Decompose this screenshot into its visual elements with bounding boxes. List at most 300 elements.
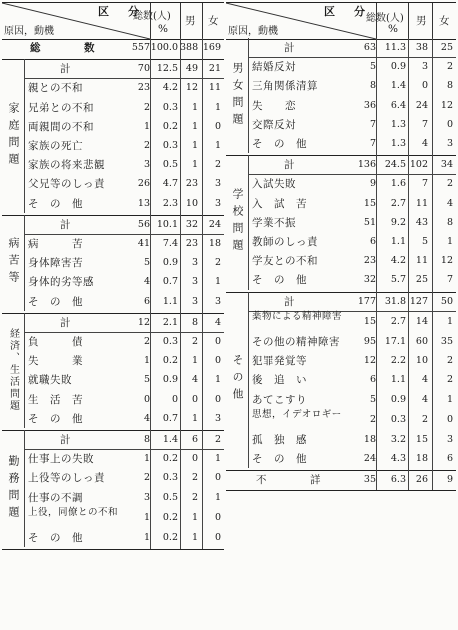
cell-m: 1 — [191, 412, 198, 424]
cell-m: 1 — [191, 140, 198, 151]
cell-pct: 1.1 — [162, 295, 178, 307]
cell-n: 4 — [143, 412, 150, 424]
category-divider — [24, 59, 25, 213]
cell-f: 4 — [446, 197, 453, 209]
cell-n: 3 — [143, 491, 150, 503]
cell-n: 8 — [369, 80, 376, 92]
cell-n: 26 — [137, 178, 150, 190]
header-category-label: 区 分 — [98, 5, 143, 18]
row-label: 病 苦 — [28, 238, 83, 250]
cell-m: 24 — [415, 99, 428, 111]
grand-total-m: 388 — [180, 42, 199, 53]
cell-n: 0 — [143, 393, 150, 405]
cell-n: 5 — [143, 257, 150, 269]
row-label: そ の 他 — [28, 532, 83, 544]
table-row — [2, 78, 224, 97]
category-label: 家庭問題 — [7, 101, 20, 170]
cell-n: 1 — [143, 532, 150, 543]
cell-f: 3 — [214, 412, 221, 424]
cell-n: 2 — [369, 413, 376, 425]
column-divider — [376, 38, 377, 490]
table-row — [2, 136, 224, 155]
row-label: その他の精神障害 — [252, 336, 340, 348]
cell-f: 2 — [446, 355, 453, 367]
cell-n: 2 — [143, 140, 150, 151]
subtotal-label: 計 — [284, 42, 295, 54]
cell-n: 18 — [363, 434, 376, 445]
cell-f: 1 — [446, 315, 453, 327]
cell-pct: 2.2 — [390, 355, 406, 367]
cell-n: 70 — [137, 63, 150, 75]
subtotal-label: 計 — [60, 316, 71, 329]
header-divider — [202, 3, 203, 39]
cell-n: 12 — [363, 355, 376, 367]
header-percent-label: % — [158, 23, 168, 35]
table-row — [226, 76, 456, 95]
subtotal-row — [2, 215, 224, 234]
cell-n: 41 — [137, 238, 150, 249]
cell-m: 0 — [191, 393, 198, 405]
table-row — [2, 449, 224, 468]
cell-m: 2 — [421, 413, 428, 425]
table-row — [2, 409, 224, 428]
cell-m: 15 — [415, 434, 428, 445]
cell-f: 2 — [446, 178, 453, 190]
cell-f: 2 — [214, 257, 221, 269]
category-divider — [248, 155, 249, 289]
row-label: 親との不和 — [28, 82, 83, 95]
cell-m: 12 — [185, 82, 198, 94]
cell-pct: 0.3 — [162, 336, 178, 347]
table-header-left — [2, 2, 224, 40]
cell-m: 1 — [191, 159, 198, 171]
cell-pct: 0.7 — [162, 276, 178, 288]
row-label: 就職失敗 — [28, 374, 72, 387]
table-row — [226, 115, 456, 134]
cell-n: 24 — [363, 453, 376, 465]
cell-f: 1 — [446, 393, 453, 405]
cell-m: 32 — [185, 218, 198, 230]
row-label: 生 活 苦 — [28, 393, 83, 406]
table-row — [2, 370, 224, 389]
cell-n: 9 — [369, 178, 376, 190]
table-row — [226, 174, 456, 193]
table-row — [226, 311, 456, 332]
cell-f: 0 — [214, 393, 221, 405]
category-label: 学校問題 — [231, 188, 244, 257]
cell-f: 0 — [446, 118, 453, 130]
header-cause-label: 原因，動機 — [4, 26, 54, 37]
cell-pct: 0.3 — [162, 101, 178, 113]
row-label: 学友との不和 — [252, 255, 318, 268]
cell-n: 7 — [369, 118, 376, 130]
column-divider — [408, 38, 409, 490]
row-label: 後 追 い — [252, 374, 307, 387]
subtotal-label: 計 — [60, 434, 71, 446]
table-row — [226, 351, 456, 370]
cell-pct: 0.5 — [162, 159, 178, 171]
unknown-n: 35 — [363, 474, 376, 486]
cell-n: 4 — [143, 276, 150, 288]
header-percent-label: % — [388, 23, 398, 35]
cell-pct: 24.5 — [384, 159, 406, 171]
cell-m: 3 — [191, 276, 198, 288]
subtotal-row — [2, 59, 224, 78]
cell-pct: 0.7 — [162, 412, 178, 424]
table-row — [226, 409, 456, 430]
cell-pct: 4.7 — [162, 178, 178, 190]
cell-m: 25 — [415, 274, 428, 286]
cell-f: 3 — [214, 197, 221, 209]
cell-n: 15 — [363, 315, 376, 327]
row-label: 身体的劣等感 — [28, 276, 94, 289]
cell-m: 7 — [421, 178, 428, 190]
cell-f: 0 — [214, 511, 221, 523]
cell-f: 1 — [214, 140, 221, 151]
cell-n: 136 — [357, 159, 376, 171]
header-divider — [408, 3, 409, 39]
category-divider — [24, 430, 25, 547]
cell-f: 24 — [208, 218, 221, 230]
cell-n: 3 — [143, 159, 150, 171]
row-label: 入 試 苦 — [252, 197, 307, 210]
cell-f: 4 — [214, 316, 221, 328]
row-label: 身体障害苦 — [28, 257, 83, 270]
table-row — [2, 253, 224, 272]
cell-f: 1 — [446, 236, 453, 247]
cell-m: 11 — [415, 197, 428, 209]
row-label: そ の 他 — [28, 197, 83, 210]
cell-n: 5 — [369, 393, 376, 405]
table-row — [2, 488, 224, 507]
cell-m: 1 — [191, 101, 198, 113]
row-label: 家族の将来悲観 — [28, 159, 105, 172]
cell-f: 2 — [446, 61, 453, 73]
cell-f: 1 — [214, 453, 221, 465]
cell-f: 3 — [214, 295, 221, 307]
cell-pct: 1.4 — [162, 434, 178, 445]
cell-pct: 2.7 — [390, 197, 406, 209]
header-total-label: 総数(人) — [133, 11, 171, 22]
cell-m: 2 — [191, 491, 198, 503]
cell-n: 2 — [143, 472, 150, 484]
cell-f: 0 — [214, 472, 221, 484]
cell-f: 11 — [208, 82, 221, 94]
table-right-half — [226, 2, 456, 628]
cell-m: 2 — [191, 336, 198, 347]
cell-f: 0 — [214, 355, 221, 367]
row-label: 上役，同僚との不和 — [28, 506, 119, 518]
unknown-pct: 6.3 — [390, 474, 406, 486]
cell-f: 12 — [440, 255, 453, 267]
cell-pct: 1.4 — [390, 80, 406, 92]
subtotal-label: 計 — [60, 63, 71, 76]
unknown-f: 9 — [446, 474, 453, 486]
cell-n: 36 — [363, 99, 376, 111]
cell-pct: 0.9 — [390, 393, 406, 405]
cell-pct: 0.3 — [162, 140, 178, 151]
cell-pct: 0.9 — [390, 61, 406, 73]
cell-n: 32 — [363, 274, 376, 286]
cell-pct: 4.3 — [390, 453, 406, 465]
row-label: 父兄等のしっ責 — [28, 178, 105, 191]
row-label: 薬物による精神障害 — [252, 310, 343, 322]
cell-f: 0 — [214, 336, 221, 347]
subtotal-row — [226, 155, 456, 174]
cell-pct: 0.9 — [162, 257, 178, 269]
table-row — [226, 134, 456, 153]
cell-pct: 0.3 — [390, 413, 406, 425]
table-row — [226, 430, 456, 449]
cell-m: 1 — [191, 355, 198, 367]
cell-m: 43 — [415, 216, 428, 228]
section-divider — [2, 549, 224, 550]
header-category-label: 区 分 — [324, 5, 369, 18]
cell-m: 23 — [185, 238, 198, 249]
row-label: 仕事上の失敗 — [28, 453, 94, 466]
table-row — [226, 370, 456, 389]
row-label: あてこすり — [252, 393, 307, 406]
row-label: 教師のしっ責 — [252, 236, 318, 248]
cell-m: 23 — [185, 178, 198, 190]
subtotal-row — [226, 38, 456, 57]
grand-total-n: 557 — [131, 42, 150, 53]
category-label: 病苦等 — [7, 237, 20, 289]
cell-n: 1 — [143, 453, 150, 465]
cell-f: 12 — [440, 99, 453, 111]
category-divider — [24, 313, 25, 428]
cell-pct: 2.1 — [162, 316, 178, 328]
cell-pct: 4.2 — [162, 82, 178, 94]
table-row — [2, 272, 224, 291]
row-label: 家族の死亡 — [28, 140, 83, 152]
category-divider — [248, 292, 249, 469]
row-label: 負 債 — [28, 336, 83, 348]
cell-pct: 12.5 — [156, 63, 178, 75]
table-left-half — [2, 2, 224, 628]
cell-f: 6 — [446, 453, 453, 465]
cell-f: 2 — [446, 374, 453, 386]
cell-f: 1 — [214, 101, 221, 113]
cell-n: 95 — [363, 336, 376, 347]
cell-f: 0 — [446, 413, 453, 425]
cell-n: 177 — [357, 295, 376, 307]
subtotal-label: 計 — [60, 218, 71, 231]
grand-total-row — [2, 38, 224, 58]
cell-n: 23 — [137, 82, 150, 94]
column-divider — [180, 38, 181, 549]
table-row — [226, 232, 456, 251]
cell-n: 8 — [143, 434, 150, 445]
grand-total-f: 169 — [202, 42, 221, 53]
category-label: 勤務問題 — [7, 454, 20, 523]
table-row — [226, 390, 456, 409]
cell-pct: 0.2 — [162, 453, 178, 465]
cell-m: 3 — [421, 61, 428, 73]
row-label: そ の 他 — [252, 138, 307, 150]
table-row — [2, 351, 224, 370]
cell-m: 127 — [409, 295, 428, 307]
row-label: 仕事の不調 — [28, 491, 83, 504]
table-bottom-line — [226, 490, 456, 491]
cell-n: 2 — [143, 101, 150, 113]
table-row — [226, 332, 456, 351]
cell-f: 2 — [214, 159, 221, 171]
table-row — [226, 251, 456, 270]
row-label: 学業不振 — [252, 216, 296, 229]
table-row — [2, 390, 224, 409]
row-label: 入試失敗 — [252, 178, 296, 191]
cell-f: 25 — [440, 42, 453, 53]
table-row — [2, 528, 224, 547]
cell-f: 8 — [446, 80, 453, 92]
table-row — [2, 98, 224, 117]
cell-f: 35 — [440, 336, 453, 347]
cell-n: 5 — [143, 374, 150, 386]
cell-n: 15 — [363, 197, 376, 209]
cell-pct: 1.1 — [390, 374, 406, 386]
table-row — [2, 292, 224, 311]
cell-pct: 11.3 — [384, 42, 406, 53]
table-row — [2, 234, 224, 253]
cell-m: 5 — [421, 236, 428, 247]
cell-pct: 17.1 — [384, 336, 406, 347]
row-label: 孤 独 感 — [252, 434, 307, 446]
cell-pct: 0 — [171, 393, 178, 405]
cell-f: 34 — [440, 159, 453, 171]
table-row — [2, 117, 224, 136]
category-label: その他 — [231, 354, 244, 406]
row-label: 失 恋 — [252, 99, 296, 112]
cell-n: 2 — [143, 336, 150, 347]
header-female-label: 女 — [208, 15, 219, 27]
subtotal-row — [226, 292, 456, 311]
row-label: 兄弟との不和 — [28, 101, 94, 114]
cell-pct: 4.2 — [390, 255, 406, 267]
row-label: そ の 他 — [252, 453, 307, 466]
table-header-right — [226, 2, 456, 40]
cell-f: 2 — [214, 434, 221, 445]
cell-n: 12 — [137, 316, 150, 328]
subtotal-row — [2, 430, 224, 449]
cell-n: 13 — [137, 197, 150, 209]
grand-total-label: 総 数 — [30, 42, 98, 54]
table-row — [226, 270, 456, 289]
subtotal-label: 計 — [284, 295, 295, 308]
header-male-label: 男 — [416, 15, 427, 27]
cell-m: 60 — [415, 336, 428, 347]
cell-m: 3 — [191, 295, 198, 307]
cell-m: 0 — [421, 80, 428, 92]
unknown-m: 26 — [415, 474, 428, 486]
row-label: そ の 他 — [28, 412, 83, 425]
cell-n: 56 — [137, 218, 150, 230]
cell-pct: 0.9 — [162, 374, 178, 386]
cell-f: 18 — [208, 238, 221, 249]
cell-m: 6 — [191, 434, 198, 445]
cell-f: 3 — [446, 434, 453, 445]
cell-n: 5 — [369, 61, 376, 73]
row-label: 犯罪発覚等 — [252, 355, 307, 368]
category-divider — [248, 38, 249, 153]
cell-pct: 0.3 — [162, 472, 178, 484]
cell-pct: 0.2 — [162, 532, 178, 543]
category-label: 男女問題 — [231, 61, 244, 130]
cell-f: 0 — [214, 532, 221, 543]
cell-pct: 7.4 — [162, 238, 178, 249]
column-divider — [202, 38, 203, 549]
cell-f: 21 — [208, 63, 221, 75]
cell-pct: 0.5 — [162, 491, 178, 503]
cell-n: 6 — [143, 295, 150, 307]
table-row — [226, 96, 456, 115]
cell-m: 49 — [185, 63, 198, 75]
cell-n: 7 — [369, 138, 376, 149]
cell-pct: 3.2 — [390, 434, 406, 445]
cell-f: 1 — [214, 276, 221, 288]
row-label: そ の 他 — [252, 274, 307, 287]
cell-m: 1 — [191, 511, 198, 523]
cell-m: 14 — [415, 315, 428, 327]
table-row — [2, 468, 224, 487]
cell-pct: 0.2 — [162, 120, 178, 132]
cell-pct: 2.3 — [162, 197, 178, 209]
table-row — [2, 332, 224, 351]
cell-f: 7 — [446, 274, 453, 286]
cell-m: 38 — [415, 42, 428, 53]
cell-n: 23 — [363, 255, 376, 267]
table-row — [2, 194, 224, 213]
category-label: 経済、生活問題 — [7, 328, 19, 413]
cell-f: 8 — [446, 216, 453, 228]
cell-pct: 1.3 — [390, 138, 406, 149]
cell-n: 1 — [143, 120, 150, 132]
row-label: 結婚反対 — [252, 61, 296, 74]
row-label: 両親間の不和 — [28, 120, 94, 133]
cell-pct: 10.1 — [156, 218, 178, 230]
cell-m: 2 — [191, 472, 198, 484]
cell-m: 11 — [415, 255, 428, 267]
table-row — [226, 57, 456, 76]
cell-f: 50 — [440, 295, 453, 307]
subtotal-row — [2, 313, 224, 332]
cell-f: 1 — [214, 374, 221, 386]
table-row — [2, 507, 224, 528]
cell-m: 4 — [421, 138, 428, 149]
cell-m: 4 — [421, 393, 428, 405]
cell-m: 3 — [191, 257, 198, 269]
header-divider — [432, 3, 433, 39]
row-label: 思想，イデオロギー — [252, 408, 342, 420]
cell-f: 0 — [214, 120, 221, 132]
cell-pct: 6.4 — [390, 99, 406, 111]
cell-pct: 0.2 — [162, 511, 178, 523]
row-label: 交際反対 — [252, 118, 296, 131]
cell-pct: 5.7 — [390, 274, 406, 286]
cell-pct: 1.3 — [390, 118, 406, 130]
cell-n: 51 — [363, 216, 376, 228]
cell-pct: 0.2 — [162, 355, 178, 367]
header-divider — [180, 3, 181, 39]
table-row — [2, 174, 224, 193]
table-row — [226, 194, 456, 213]
row-label: 上役等のしっ責 — [28, 472, 105, 485]
cell-m: 8 — [191, 316, 198, 328]
cell-m: 1 — [191, 120, 198, 132]
cell-n: 6 — [369, 236, 376, 247]
cell-m: 4 — [191, 374, 198, 386]
cell-pct: 31.8 — [384, 295, 406, 307]
